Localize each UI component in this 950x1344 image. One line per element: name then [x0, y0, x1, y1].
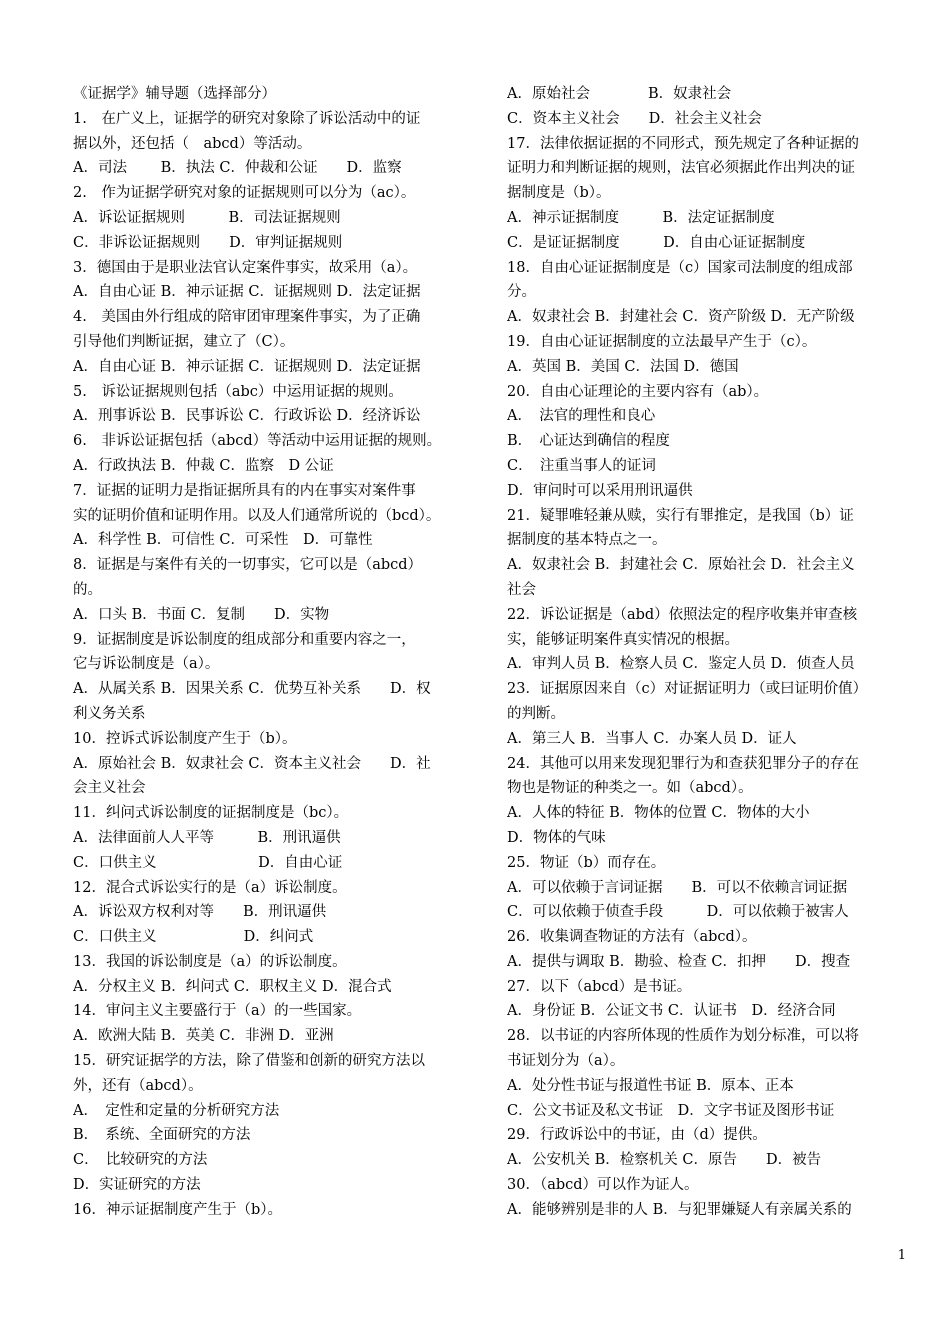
text-line: 24．其他可以用来发现犯罪行为和查获犯罪分子的存在 [507, 755, 859, 772]
text-line: D．审问时可以采用刑讯逼供 [507, 482, 693, 499]
text-line: A． 定性和定量的分析研究方法 [73, 1102, 280, 1119]
text-line: 社会 [507, 581, 536, 598]
page-number: 1 [897, 1248, 906, 1263]
text-line: A．第三人 B．当事人 C．办案人员 D．证人 [507, 730, 797, 747]
text-line: 30．（abcd）可以作为证人。 [507, 1177, 699, 1194]
text-line: A．神示证据制度 B．法定证据制度 [507, 209, 775, 226]
left-column [73, 82, 475, 1223]
text-line: A．刑事诉讼 B．民事诉讼 C．行政诉讼 D．经济诉讼 [73, 408, 421, 425]
text-line: 15．研究证据学的方法，除了借鉴和创新的研究方法以 [73, 1053, 425, 1070]
text-line: 29．行政诉讼中的书证，由（d）提供。 [507, 1127, 767, 1144]
text-line: 分。 [507, 284, 536, 301]
text-line: A．原始社会 B．奴隶社会 [507, 86, 732, 102]
text-line: 引导他们判断证据，建立了（C）。 [73, 333, 295, 350]
text-line: 实的证明价值和证明作用。以及人们通常所说的（bcd）。 [73, 507, 441, 524]
text-line: 《证据学》辅导题（选择部分） [73, 86, 276, 102]
text-line: 据以外，还包括（ abcd）等活动。 [73, 135, 312, 152]
text-line: C．口供主义 D．自由心证 [73, 854, 343, 871]
text-line: 13．我国的诉讼制度是（a）的诉讼制度。 [73, 953, 347, 970]
text-line: A．行政执法 B．仲裁 C．监察 D 公证 [73, 457, 334, 474]
text-line: 利义务关系 [73, 705, 146, 722]
text-line: A．提供与调取 B．勘验、检查 C．扣押 D．搜查 [507, 953, 851, 970]
text-line: 的判断。 [507, 705, 565, 722]
text-line: A．奴隶社会 B．封建社会 C．原始社会 D．社会主义 [507, 557, 855, 574]
text-line: A．口头 B．书面 C．复制 D．实物 [73, 606, 330, 623]
text-line: A．从属关系 B．因果关系 C．优势互补关系 D．权 [73, 681, 431, 698]
text-line: 5. 诉讼证据规则包括（abc）中运用证据的规则。 [73, 383, 403, 400]
text-line: C．是证证据制度 D．自由心证证据制度 [507, 234, 806, 251]
text-line: 书证划分为（a）。 [507, 1053, 625, 1070]
text-line: A．公安机关 B．检察机关 C．原告 D．被告 [507, 1152, 822, 1169]
text-line: A．英国 B．美国 C．法国 D．德国 [507, 358, 739, 375]
text-line: 7．证据的证明力是指证据所具有的内在事实对案件事 [73, 482, 416, 499]
text-line: C．资本主义社会 D．社会主义社会 [507, 110, 762, 127]
text-line: 23．证据原因来自（c）对证据证明力（或曰证明价值） [507, 681, 868, 698]
text-line: A． 法官的理性和良心 [507, 408, 656, 425]
text-line: 19．自由心证证据制度的立法最早产生于（c）。 [507, 333, 817, 350]
text-line: 据制度的基本特点之一。 [507, 532, 667, 549]
text-line: 4. 美国由外行组成的陪审团审理案件事实，为了正确 [73, 309, 421, 326]
text-line: 9．证据制度是诉讼制度的组成部分和重要内容之一， [73, 631, 416, 648]
text-line: 1. 在广义上，证据学的研究对象除了诉讼活动中的证 [73, 110, 421, 127]
text-line: 25．物证（b）而存在。 [507, 854, 666, 871]
text-line: 3．德国由于是职业法官认定案件事实，故采用（a）。 [73, 259, 418, 276]
text-line: A．人体的特征 B．物体的位置 C．物体的大小 [507, 805, 810, 822]
text-line: 外，还有（abcd）。 [73, 1077, 203, 1094]
text-line: C．口供主义 D．纠问式 [73, 929, 314, 946]
text-line: A．自由心证 B．神示证据 C．证据规则 D．法定证据 [73, 358, 421, 375]
text-line: C．非诉讼证据规则 D．审判证据规则 [73, 234, 343, 251]
text-line: 18．自由心证证据制度是（c）国家司法制度的组成部 [507, 259, 853, 276]
text-line: D．实证研究的方法 [73, 1177, 201, 1194]
text-line: 的。 [73, 581, 102, 598]
text-line: C． 比较研究的方法 [73, 1152, 208, 1169]
text-line: 11．纠问式诉讼制度的证据制度是（bc）。 [73, 805, 349, 822]
text-line: A．审判人员 B．检察人员 C．鉴定人员 D．侦查人员 [507, 656, 855, 673]
text-line: 20．自由心证理论的主要内容有（ab）。 [507, 383, 769, 400]
text-line: 8．证据是与案件有关的一切事实，它可以是（abcd） [73, 557, 423, 574]
text-line: 据制度是（b）。 [507, 185, 611, 202]
text-line: B． 系统、全面研究的方法 [73, 1127, 251, 1144]
text-line: A．诉讼双方权利对等 B．刑讯逼供 [73, 904, 327, 921]
text-line: 22．诉讼证据是（abd）依照法定的程序收集并审查核 [507, 606, 858, 623]
text-line: C．公文书证及私文书证 D．文字书证及图形书证 [507, 1102, 835, 1119]
text-line: 12．混合式诉讼实行的是（a）诉讼制度。 [73, 879, 347, 896]
text-line: D．物体的气味 [507, 829, 606, 846]
text-line: A．身份证 B．公证文书 C．认证书 D．经济合同 [507, 1003, 836, 1020]
text-line: A．处分性书证与报道性书证 B．原本、正本 [507, 1077, 794, 1094]
text-line: B． 心证达到确信的程度 [507, 433, 670, 450]
text-line: A．可以依赖于言词证据 B．可以不依赖言词证据 [507, 879, 848, 896]
text-line: 物也是物证的种类之一。如（abcd）。 [507, 780, 753, 797]
text-line: A．分权主义 B．纠问式 C．职权主义 D．混合式 [73, 978, 392, 995]
text-line: 证明力和判断证据的规则，法官必须据此作出判决的证 [507, 160, 855, 177]
text-line: 2. 作为证据学研究对象的证据规则可以分为（ac）。 [73, 185, 416, 202]
text-line: 16．神示证据制度产生于（b）。 [73, 1201, 282, 1218]
text-line: 10．控诉式诉讼制度产生于（b）。 [73, 730, 297, 747]
text-line: A．欧洲大陆 B．英美 C．非洲 D．亚洲 [73, 1028, 334, 1045]
text-line: A．司法 B．执法 C．仲裁和公证 D．监察 [73, 160, 402, 177]
text-line: 28．以书证的内容所体现的性质作为划分标准，可以将 [507, 1028, 859, 1045]
text-line: A．能够辨别是非的人 B．与犯罪嫌疑人有亲属关系的 [507, 1201, 852, 1218]
text-line: 26．收集调查物证的方法有（abcd）。 [507, 929, 757, 946]
text-line: A．奴隶社会 B．封建社会 C．资产阶级 D．无产阶级 [507, 309, 855, 326]
text-line: A．自由心证 B．神示证据 C．证据规则 D．法定证据 [73, 284, 421, 301]
text-line: C．可以依赖于侦查手段 D．可以依赖于被害人 [507, 904, 849, 921]
text-line: A．法律面前人人平等 B．刑讯逼供 [73, 829, 341, 846]
text-line: A．诉讼证据规则 B．司法证据规则 [73, 209, 341, 226]
text-line: 会主义社会 [73, 780, 146, 797]
text-line: C． 注重当事人的证词 [507, 457, 656, 474]
text-line: 14．审问主义主要盛行于（a）的一些国家。 [73, 1003, 362, 1020]
text-line: A．科学性 B．可信性 C．可采性 D．可靠性 [73, 532, 373, 549]
text-line: 21．疑罪唯轻兼从赎，实行有罪推定，是我国（b）证 [507, 507, 854, 524]
text-line: 27．以下（abcd）是书证。 [507, 978, 692, 995]
text-line: 实，能够证明案件真实情况的根据。 [507, 631, 739, 648]
right-column [507, 82, 909, 1223]
text-line: A．原始社会 B．奴隶社会 C．资本主义社会 D．社 [73, 755, 431, 772]
text-line: 6. 非诉讼证据包括（abcd）等活动中运用证据的规则。 [73, 433, 442, 450]
text-line: 它与诉讼制度是（a）。 [73, 656, 220, 673]
text-line: 17．法律依据证据的不同形式，预先规定了各种证据的 [507, 135, 859, 152]
